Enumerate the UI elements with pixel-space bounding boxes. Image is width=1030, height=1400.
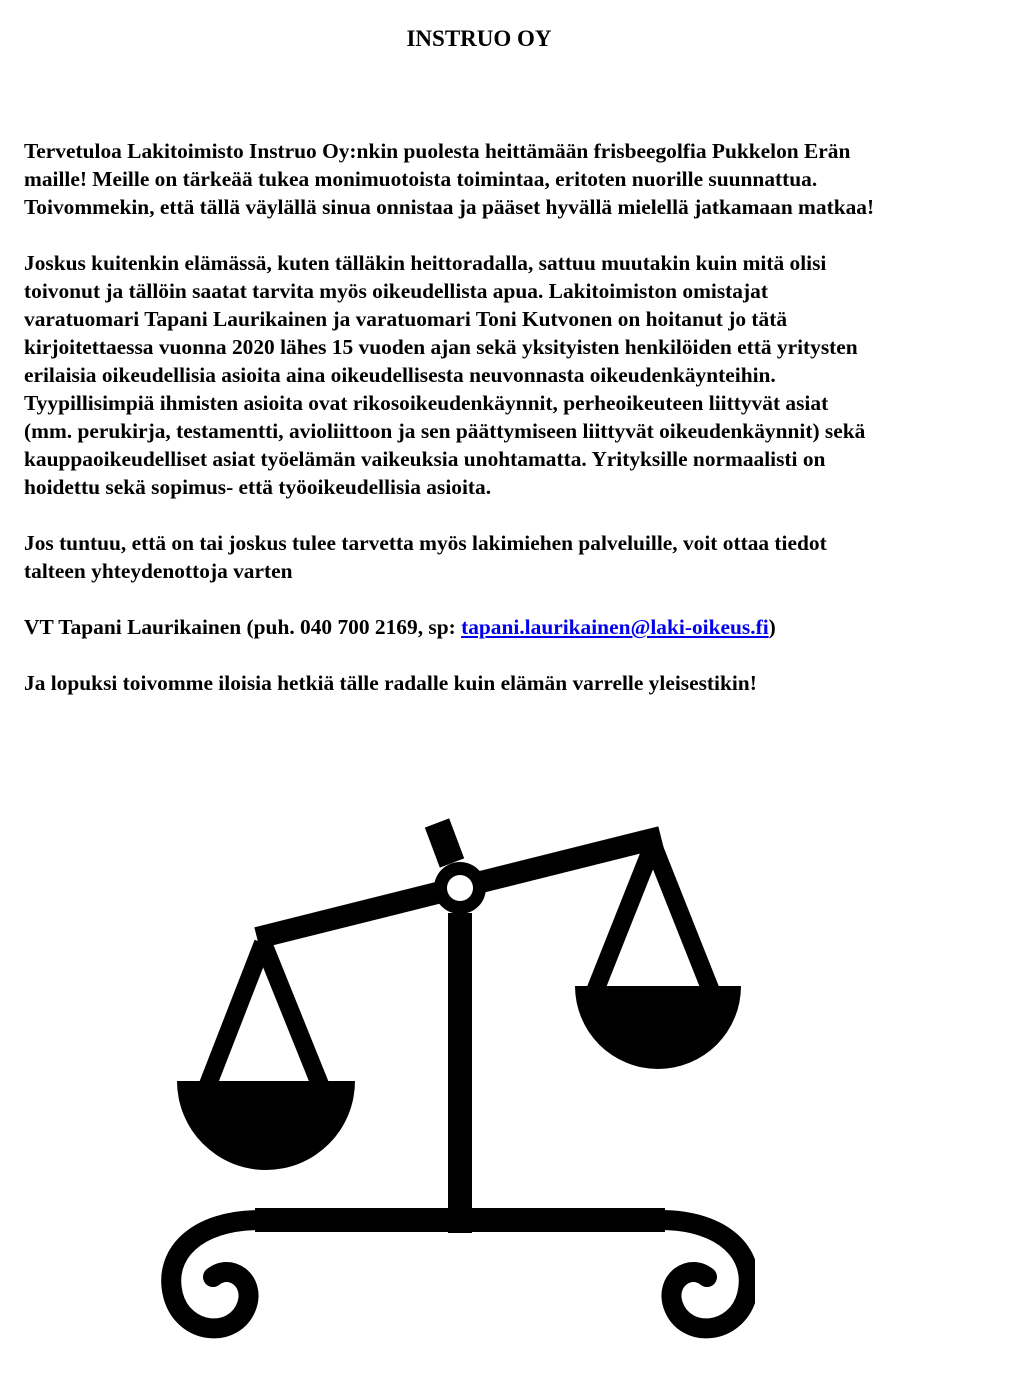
closing-paragraph: Ja lopuksi toivomme iloisia hetkiä tälle radalle kuin elämän varrelle yleisestikin! [24,671,757,695]
welcome-paragraph [24,137,1014,221]
scale-top-stub [437,823,452,863]
paragraph-line: kirjoitettaessa vuonna 2020 lähes 15 vuoden ajan sekä yksityisten henkilöiden että yritysten [24,335,858,359]
services-paragraph [24,249,1014,501]
contact-intro-paragraph [24,529,1014,585]
scales-of-justice-icon [155,815,755,1375]
scale-left-rope [207,943,263,1087]
paragraph-line: Jos tuntuu, että on tai joskus tulee tarvetta myös lakimiehen palveluille, voit ottaa tiedot [24,531,827,555]
scale-right-rope [653,845,711,991]
paragraph-line: maille! Meille on tärkeää tukea monimuotoista toimintaa, eritoten nuorille suunnattua. [24,167,818,191]
document-title: INSTRUO OY [406,26,552,51]
paragraph-line: Toivommekin, että tällä väylällä sinua onnistaa ja pääset hyvällä mielellä jatkamaan matkaa! [24,195,875,219]
email-link[interactable]: tapani.laurikainen@laki-oikeus.fi [461,615,769,639]
contact-line [24,613,1014,641]
scale-right-scroll [660,1220,749,1328]
paragraph-line: toivonut ja tällöin saatat tarvita myös oikeudellista apua. Lakitoimiston omistajat [24,279,768,303]
paragraph-line: talteen yhteydenottoja varten [24,559,293,583]
document-body [24,137,1014,725]
scale-right-rope [595,845,653,991]
paragraph-line: hoidettu sekä sopimus- että työoikeudellisia asioita. [24,475,492,499]
paragraph-line: Joskus kuitenkin elämässä, kuten tälläkin heittoradalla, sattuu muutakin kuin mitä olisi [24,251,827,275]
scale-pivot-hole [447,875,473,901]
paragraph-line: varatuomari Tapani Laurikainen ja varatuomari Toni Kutvonen on hoitanut jo tätä [24,307,788,331]
scale-left-rope [263,943,321,1087]
paragraph-line: erilaisia oikeudellisia asioita aina oikeudellisesta neuvonnasta oikeudenkäynteihin. [24,363,776,387]
paragraph-line: Tyypillisimpiä ihmisten asioita ovat rikosoikeudenkäynnit, perheoikeuteen liittyvät asiat [24,391,829,415]
contact-suffix: ) [768,615,776,639]
contact-prefix: VT Tapani Laurikainen (puh. 040 700 2169, sp: [24,615,462,639]
scale-left-pan [177,1081,355,1170]
scale-right-pan [575,986,741,1069]
paragraph-line: kauppaoikeudelliset asiat työelämän vaikeuksia unohtamatta. Yrityksille normaalisti on [24,447,826,471]
scale-left-scroll [171,1220,260,1328]
paragraph-line: Tervetuloa Lakitoimisto Instruo Oy:nkin puolesta heittämään frisbeegolfia Pukkelon Erän [24,139,851,163]
paragraph-line: (mm. perukirja, testamentti, avioliittoon ja sen päättymiseen liittyvät oikeudenkäynnit) sekä [24,419,866,443]
